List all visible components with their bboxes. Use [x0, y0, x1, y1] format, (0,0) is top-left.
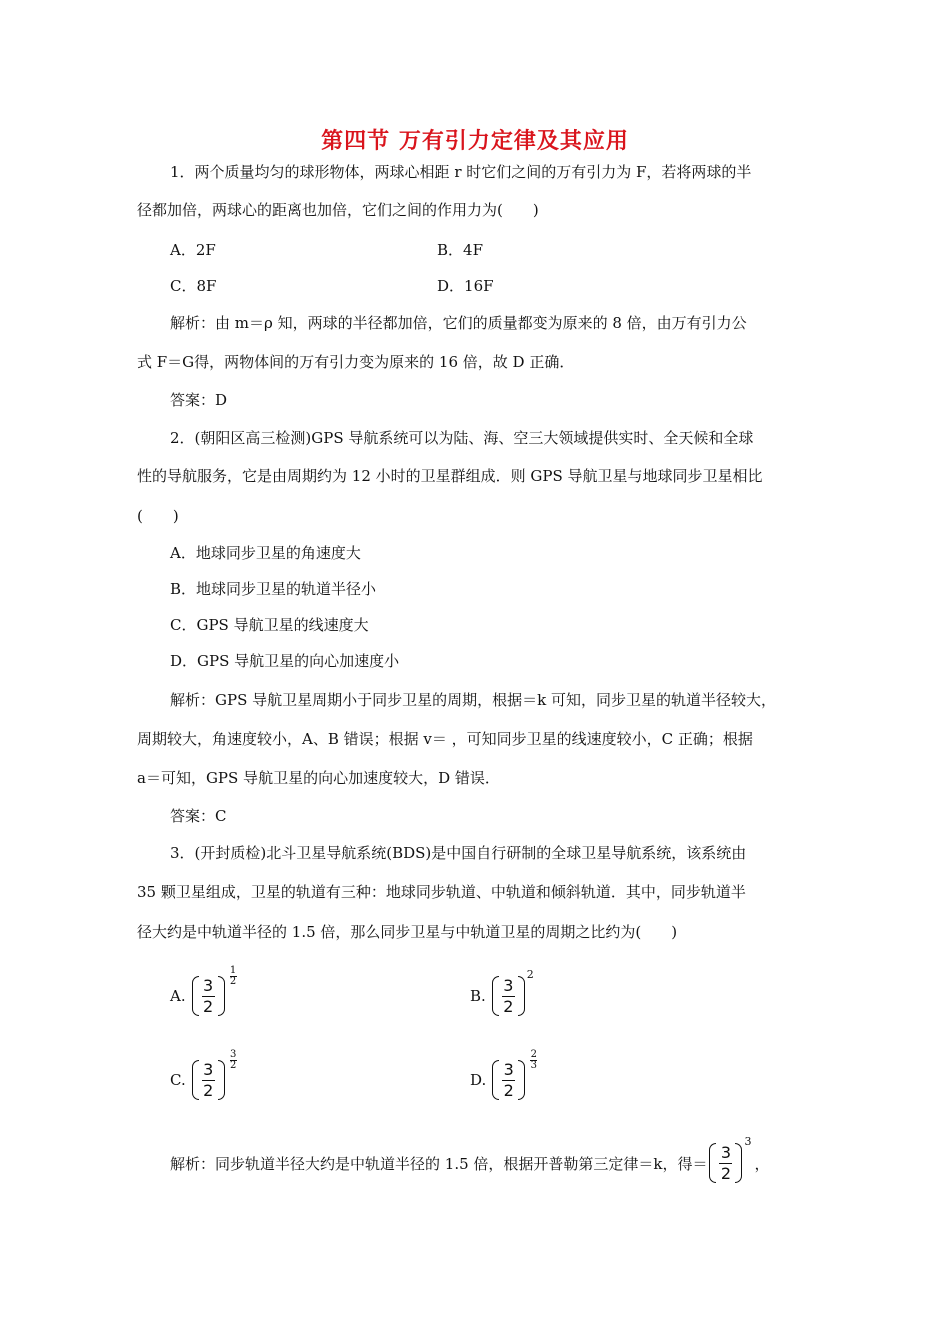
q1-analysis-line2: 式 F＝G得，两物体间的万有引力变为原来的 16 倍，故 D 正确． — [137, 353, 575, 371]
option-label: D. — [470, 1071, 487, 1089]
q3-option-c — [170, 1049, 237, 1100]
q2-stem-line2: 性的导航服务，它是由周期约为 12 小时的卫星群组成．则 GPS 导航卫星与地球同步卫星相比 — [137, 467, 763, 485]
option-label: A. — [170, 987, 186, 1005]
q2-option-c: C．GPS 导航卫星的线速度大 — [170, 616, 369, 634]
q2-stem-line1: 2．(朝阳区高三检测)GPS 导航系统可以为陆、海、空三大领域提供实时、全天候和全球 — [170, 429, 754, 447]
q1-answer: 答案：D — [170, 391, 228, 409]
exponent: 2 — [526, 968, 534, 981]
q2-stem-line3: ( ) — [137, 507, 179, 525]
q1-stem-line2: 径都加倍，两球心的距离也加倍，它们之间的作用力为( ) — [137, 201, 539, 219]
q1-option-b: B．4F — [437, 241, 483, 259]
option-label: B. — [470, 987, 486, 1005]
q2-analysis-line1: 解析：GPS 导航卫星周期小于同步卫星的周期，根据＝k 可知，同步卫星的轨道半径较大， — [170, 691, 776, 709]
exponent: 3 — [744, 1135, 752, 1148]
exponent: 2 3 — [530, 1049, 537, 1071]
denominator: 2 — [203, 996, 214, 1016]
denominator: 2 — [503, 1080, 514, 1100]
page-title: 第四节 万有引力定律及其应用 — [321, 129, 629, 154]
q3-stem-line2: 35 颗卫星组成，卫星的轨道有三种：地球同步轨道、中轨道和倾斜轨道．其中，同步轨道半 — [137, 883, 746, 901]
fraction-expression — [492, 1049, 537, 1100]
q1-option-a: A．2F — [170, 241, 216, 259]
q1-analysis-line1: 解析：由 m＝ρ 知，两球的半径都加倍，它们的质量都变为原来的 8 倍，由万有引力公 — [170, 314, 747, 332]
q2-option-d: D．GPS 导航卫星的向心加速度小 — [170, 652, 400, 670]
q3-analysis-tail: ， — [754, 1154, 770, 1173]
q3-stem-line3: 径大约是中轨道半径的 1.5 倍，那么同步卫星与中轨道卫星的周期之比约为( ) — [137, 923, 678, 941]
q2-option-a: A．地球同步卫星的角速度大 — [170, 544, 361, 562]
denominator: 2 — [203, 1080, 214, 1100]
numerator: 3 — [720, 1142, 732, 1162]
denominator: 2 — [720, 1163, 732, 1183]
q3-analysis — [170, 1135, 770, 1183]
q3-stem-line1: 3．(开封质检)北斗卫星导航系统(BDS)是中国自行研制的全球卫星导航系统，该系统由 — [170, 844, 747, 862]
q3-option-a — [170, 965, 237, 1016]
q2-option-b: B．地球同步卫星的轨道半径小 — [170, 580, 377, 598]
option-label: C. — [170, 1071, 186, 1089]
q3-option-b — [470, 968, 534, 1016]
fraction-expression — [192, 1049, 237, 1100]
fraction-expression — [192, 965, 237, 1016]
numerator: 3 — [503, 1059, 514, 1079]
q3-option-d — [470, 1049, 537, 1100]
numerator: 3 — [203, 975, 214, 995]
fraction-expression — [709, 1135, 752, 1183]
denominator: 2 — [503, 996, 514, 1016]
q2-analysis-line3: a＝可知，GPS 导航卫星的向心加速度较大，D 错误． — [137, 769, 500, 787]
exponent: 3 2 — [230, 1049, 237, 1071]
numerator: 3 — [503, 975, 514, 995]
q1-option-c: C．8F — [170, 277, 217, 295]
fraction-expression — [492, 968, 534, 1016]
q1-option-d: D．16F — [437, 277, 494, 295]
exponent: 1 2 — [229, 965, 237, 987]
q2-analysis-line2: 周期较大，角速度较小，A、B 错误；根据 v＝ ，可知同步卫星的线速度较小，C 正确；根据 — [137, 730, 753, 748]
q2-answer: 答案：C — [170, 807, 227, 825]
numerator: 3 — [203, 1059, 214, 1079]
q3-analysis-text: 解析：同步轨道半径大约是中轨道半径的 1.5 倍，根据开普勒第三定律＝k，得＝ — [170, 1154, 708, 1173]
q1-stem-line1: 1．两个质量均匀的球形物体，两球心相距 r 时它们之间的万有引力为 F，若将两球的半 — [170, 163, 752, 181]
